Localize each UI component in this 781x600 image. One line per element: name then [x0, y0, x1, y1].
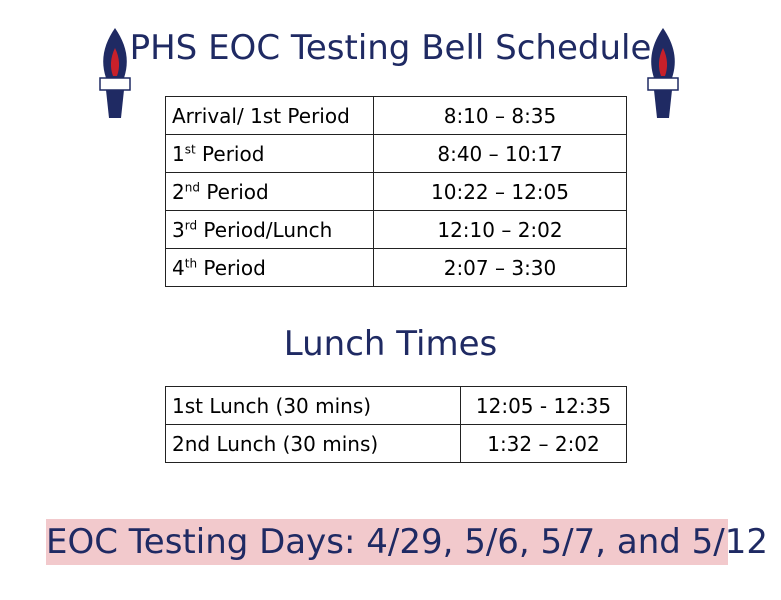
lunch-label: 2nd Lunch (30 mins)	[166, 425, 461, 463]
period-time: 12:10 – 2:02	[374, 211, 627, 249]
table-row	[166, 387, 627, 425]
period-label: 4th Period	[166, 249, 374, 287]
torch-logo-icon	[96, 26, 134, 120]
period-time: 8:40 – 10:17	[374, 135, 627, 173]
lunch-table	[165, 386, 627, 463]
testing-days-banner: EOC Testing Days: 4/29, 5/6, 5/7, and 5/12	[46, 519, 728, 565]
bell-schedule-table	[165, 96, 627, 287]
period-label: 1st Period	[166, 135, 374, 173]
torch-logo-icon	[644, 26, 682, 120]
table-row	[166, 173, 627, 211]
page-title: PHS EOC Testing Bell Schedule	[129, 28, 652, 68]
period-label: 2nd Period	[166, 173, 374, 211]
period-time: 2:07 – 3:30	[374, 249, 627, 287]
table-row	[166, 135, 627, 173]
table-row	[166, 97, 627, 135]
period-time: 10:22 – 12:05	[374, 173, 627, 211]
table-row	[166, 211, 627, 249]
lunch-title: Lunch Times	[283, 324, 498, 364]
period-label: 3rd Period/Lunch	[166, 211, 374, 249]
lunch-label: 1st Lunch (30 mins)	[166, 387, 461, 425]
period-time: 8:10 – 8:35	[374, 97, 627, 135]
table-row	[166, 425, 627, 463]
lunch-time: 12:05 - 12:35	[461, 387, 627, 425]
period-label: Arrival/ 1st Period	[166, 97, 374, 135]
table-row	[166, 249, 627, 287]
lunch-time: 1:32 – 2:02	[461, 425, 627, 463]
